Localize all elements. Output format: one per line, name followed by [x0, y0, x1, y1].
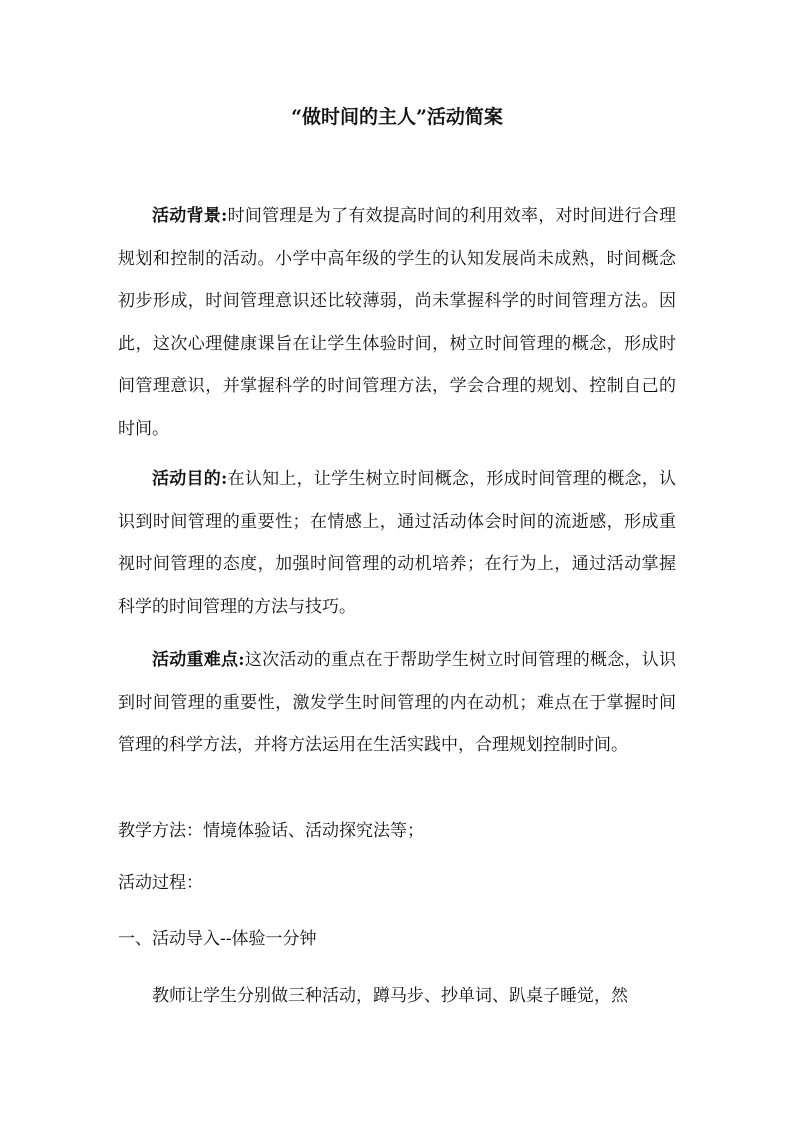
section-heading: 一、活动导入--体验一分钟 — [118, 929, 317, 949]
page-title: “做时间的主人”活动简案 — [291, 106, 503, 128]
goal-paragraph — [118, 458, 676, 628]
section-body-line: 教师让学生分别做三种活动，蹲马步、抄单词、趴桌子睡觉，然 — [152, 986, 628, 1006]
background-body: 时间管理是为了有效提高时间的利用效率，对时间进行合理规划和控制的活动。小学中高年级的学生的认知发展尚未成熟，时间概念初步形成，时间管理意识还比较薄弱，尚未掌握科学的时间管理方法。因此，这次心理健康课旨在让学生体验时间，树立时间管理的概念，形成时间管理意识，并掌握科学的时间管理方法，学会合理的规划、控制自己的时间。 — [118, 206, 677, 439]
process-label: 活动过程： — [118, 873, 203, 893]
difficulty-paragraph — [118, 639, 676, 767]
goal-body: 在认知上，让学生树立时间概念，形成时间管理的概念，认识到时间管理的重要性；在情感上，通过活动体会时间的流逝感，形成重视时间管理的态度，加强时间管理的动机培养；在行为上，通过活动掌握科学的时间管理的方法与技巧。 — [118, 469, 677, 617]
teaching-method-line: 教学方法：情境体验话、活动探究法等； — [118, 821, 424, 841]
difficulty-body: 这次活动的重点在于帮助学生树立时间管理的概念，认识到时间管理的重要性，激发学生时间管理的内在动机；难点在于掌握时间管理的科学方法，并将方法运用在生活实践中，合理规划控制时间。 — [118, 650, 676, 756]
background-paragraph — [118, 195, 676, 451]
background-heading: 活动背景: — [152, 206, 228, 226]
goal-heading: 活动目的: — [152, 469, 228, 489]
difficulty-heading: 活动重难点: — [152, 650, 245, 670]
